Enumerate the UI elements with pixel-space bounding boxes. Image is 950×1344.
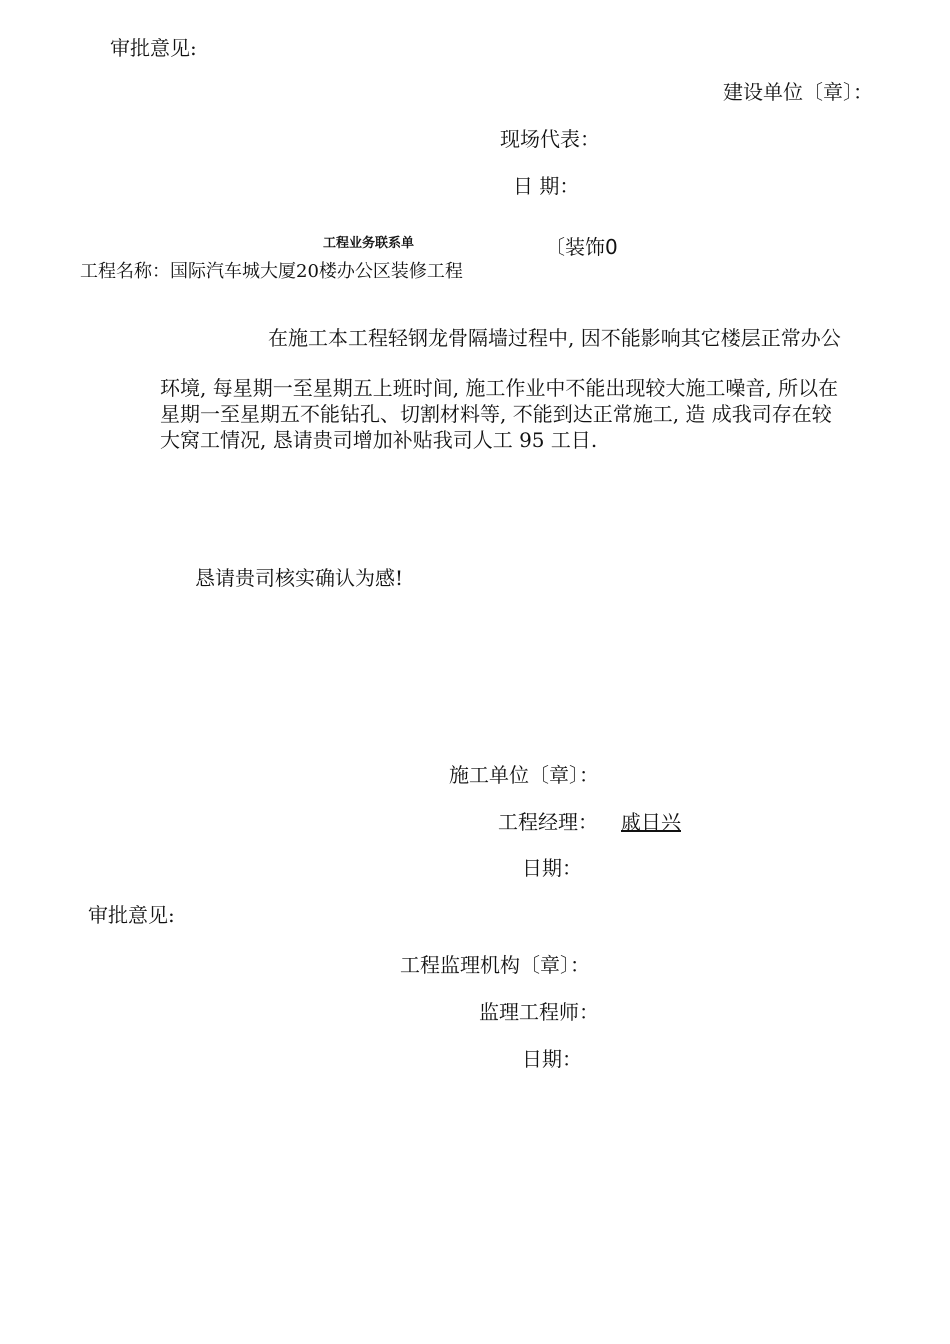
body-line-2: 环境, 每星期一至星期五上班时间, 施工作业中不能出现较大施工噪音, 所以在 [160, 376, 839, 400]
supervision-engineer-label: 监理工程师： [479, 1000, 599, 1024]
body-line-1: 在施工本工程轻钢龙骨隔墙过程中, 因不能影响其它楼层正常办公 [268, 326, 841, 350]
form-title: 工程业务联系单 [323, 236, 415, 251]
approval-label-top: 审批意见: [110, 36, 197, 60]
project-name: 工程名称：国际汽车城大厦20楼办公区装修工程 [80, 261, 463, 282]
contractor-unit-label: 施工单位〔章〕： [449, 763, 599, 787]
closing-line: 恳请贵司核实确认为感! [195, 566, 404, 590]
construction-unit-label: 建设单位〔章〕： [723, 80, 873, 104]
serial-number: 〔装饰0 [545, 235, 618, 259]
body-line-4: 大窝工情况, 恳请贵司增加补贴我司人工 95 工日. [160, 428, 598, 452]
supervision-agency-label: 工程监理机构〔章〕： [400, 953, 590, 977]
contractor-date-label: 日期： [522, 856, 582, 880]
body-line-3: 星期一至星期五不能钻孔、切割材料等, 不能到达正常施工, 造 成我司存在较 [160, 402, 832, 426]
site-rep-label: 现场代表： [500, 127, 600, 151]
date-label-top: 日 期： [513, 174, 580, 198]
project-manager-label: 工程经理： [498, 810, 598, 834]
approval-label-supervision: 审批意见: [88, 903, 175, 927]
supervision-date-label: 日期： [522, 1047, 582, 1071]
project-manager-name: 戚日兴 [621, 810, 681, 834]
